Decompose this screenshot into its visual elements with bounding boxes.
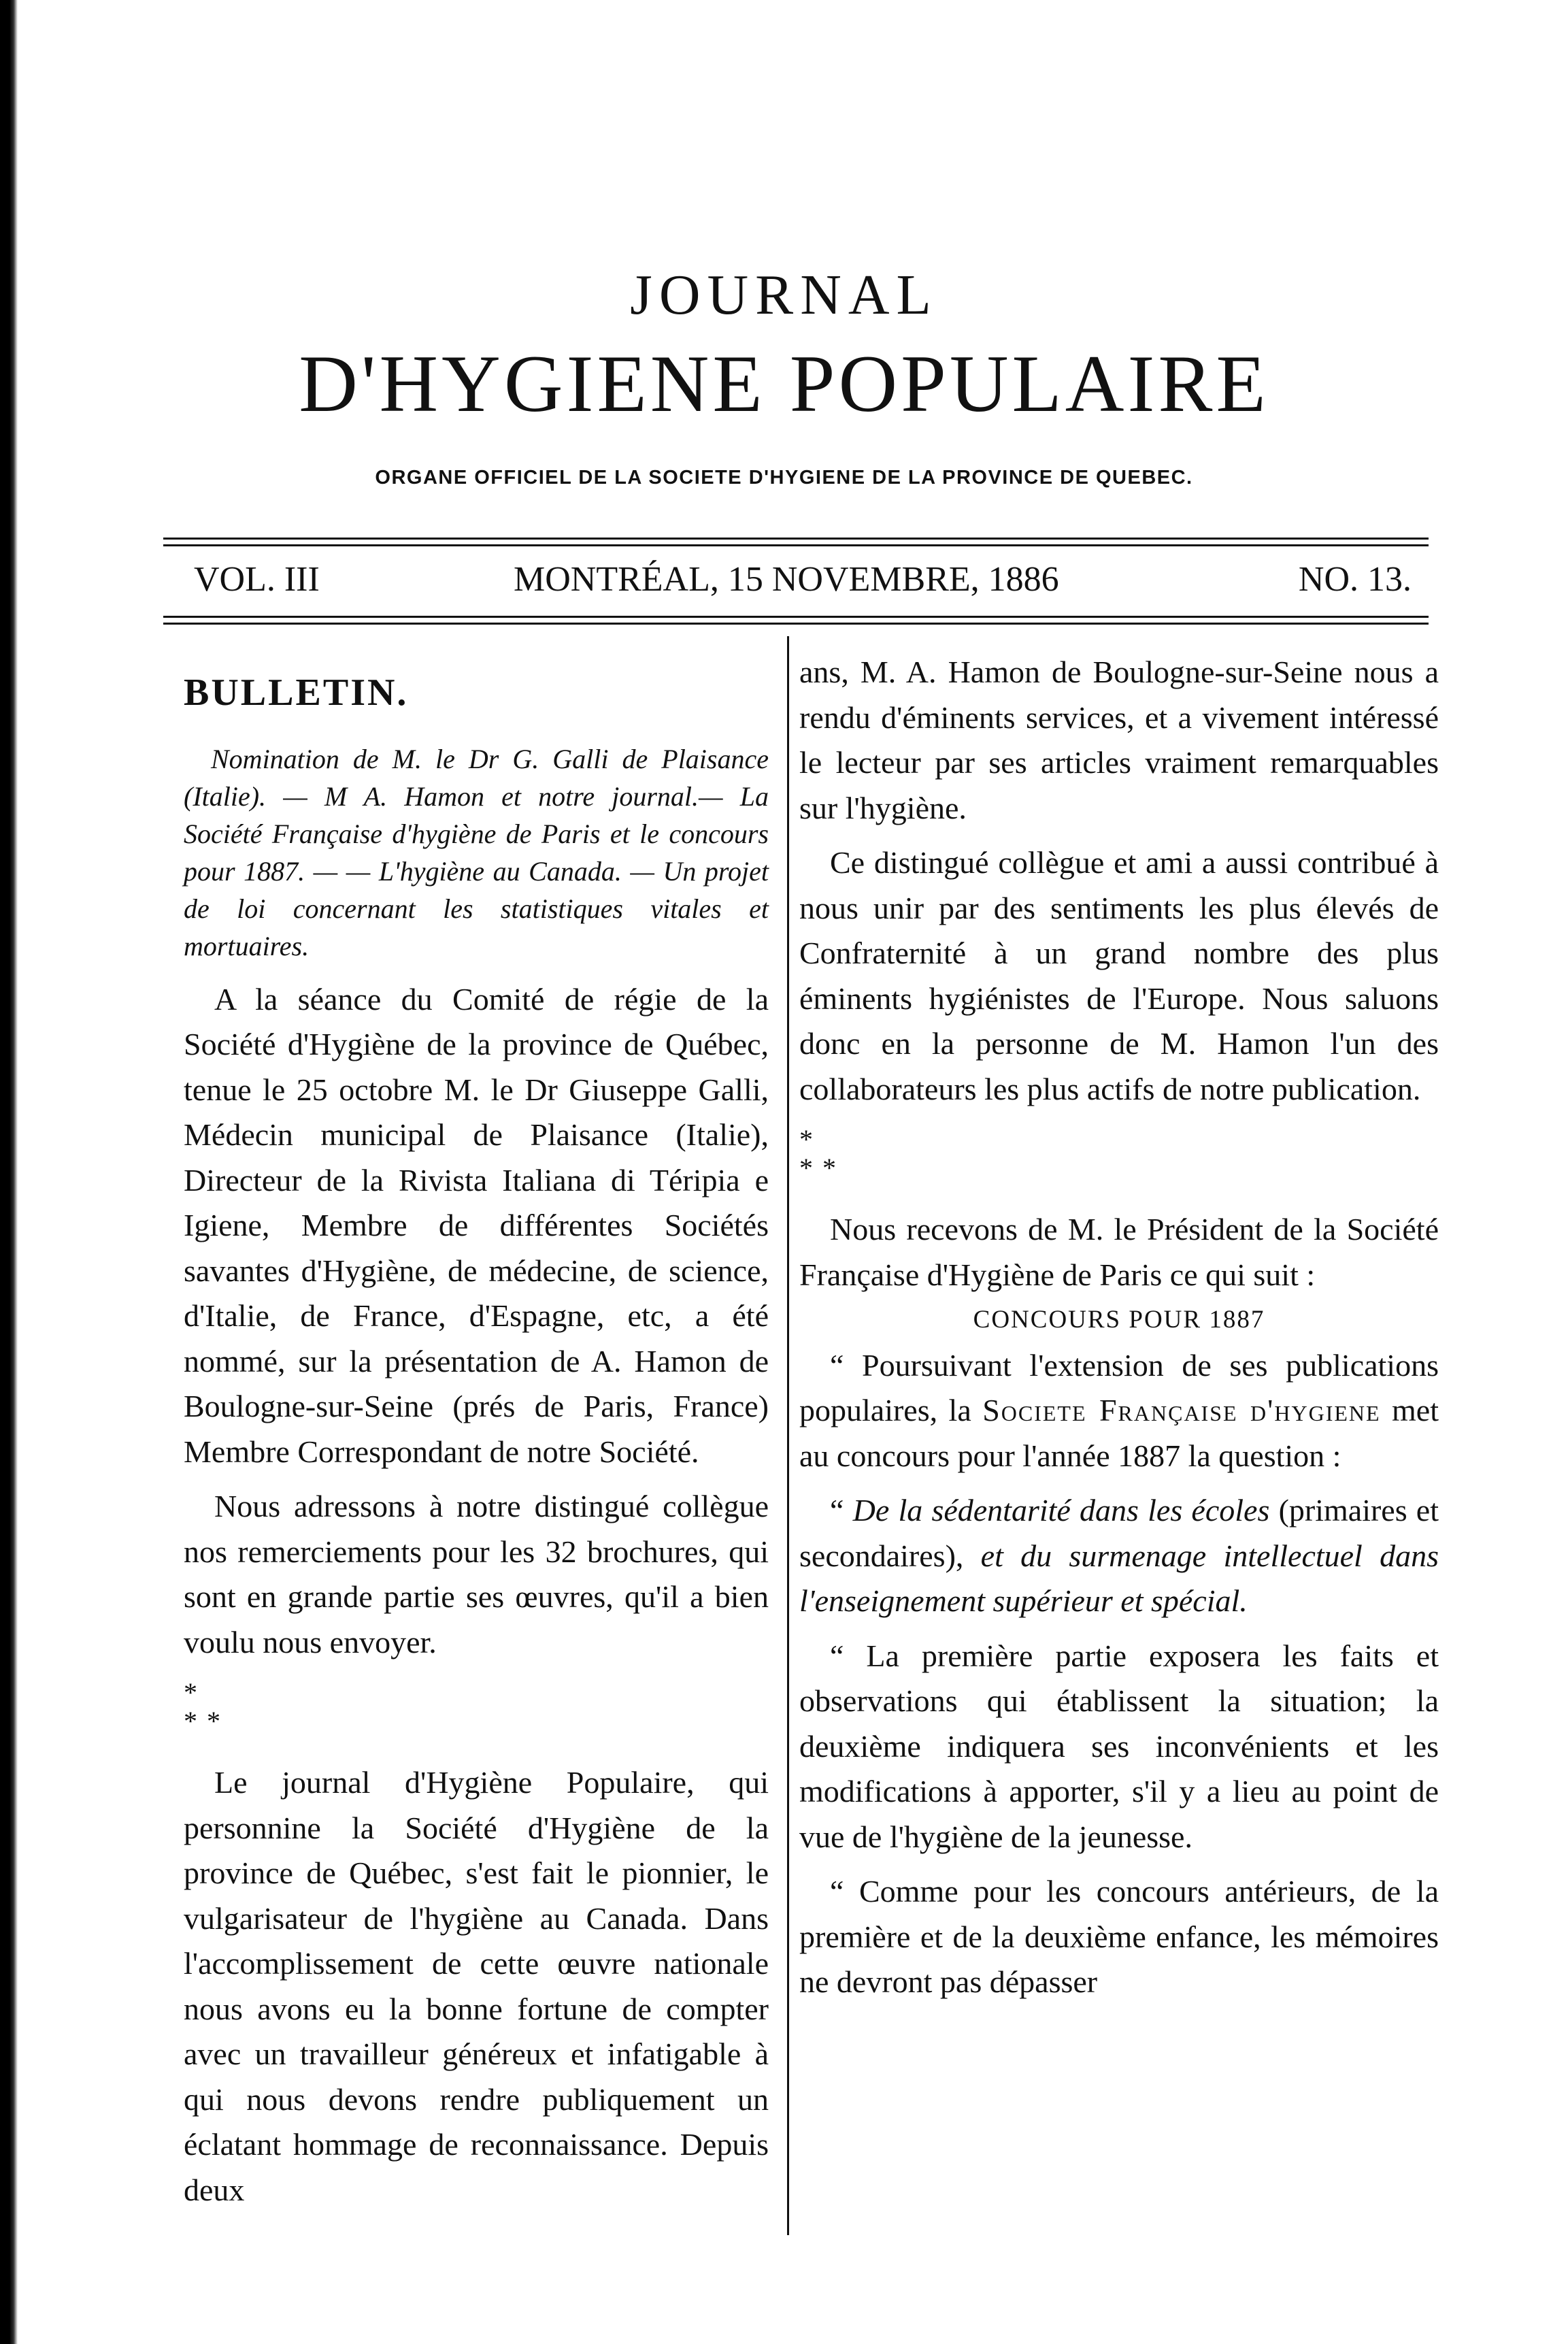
rule-bottom-2: [163, 623, 1429, 625]
bulletin-summary: Nomination de M. le Dr G. Galli de Plaisance (Italie). — M A. Hamon et notre journal.— La Société Française d'hygiène de Paris et le concours pour 1887. — — L'hygiène au Canada. — Un projet de loi concernant les statistiques vitales et mortuaires.: [184, 743, 769, 961]
paragraph-question: “ De la sédentarité dans les écoles (primaires et secondaires), et du surmenage intellectuel dans l'enseignement supérieur et spécial.: [799, 1493, 1439, 1618]
masthead-subtitle: ORGANE OFFICIEL DE LA SOCIETE D'HYGIENE DE LA PROVINCE DE QUEBEC.: [375, 467, 1193, 489]
masthead-journal: JOURNAL: [630, 263, 938, 327]
concours-heading: CONCOURS POUR 1887: [973, 1306, 1265, 1334]
masthead-title: D'HYGIENE POPULAIRE: [299, 338, 1269, 429]
issue-volume: VOL. III: [194, 560, 320, 599]
rule-top-2: [163, 544, 1429, 546]
asterism-2: * **: [799, 1124, 846, 1183]
column-left: [184, 650, 769, 2213]
asterism-1: * **: [184, 1677, 230, 1736]
column-divider: [787, 636, 789, 2235]
paragraph-parts: “ La première partie exposera les faits et observations qui établissent la situation; la deuxième indiquera ses inconvénients et les modifications à apporter, s'il y a lieu au point de vue de l'hygiène de la jeunesse.: [799, 1638, 1439, 1854]
rule-bottom-1: [163, 616, 1429, 618]
issue-line: [194, 559, 1412, 607]
rule-top-1: [163, 538, 1429, 540]
paragraph-journal: Le journal d'Hygiène Populaire, qui personnine la Société d'Hygiène de la province de Québec, s'est fait le pionnier, le vulgarisateur de l'hygiène au Canada. Dans l'accomplissement de cette œuvre nationale nous avons eu la bonne fortune de compter avec un travailleur généreux et infatigable à qui nous devons rendre publiquement un éclatant hommage de reconnaissance. Depuis deux: [184, 1765, 769, 2207]
paragraph-hamon-cont: ans, M. A. Hamon de Boulogne-sur-Seine nous a rendu d'éminents services, et a vivement intéressé le lecteur par ses articles vraiment remarquables sur l'hygiène.: [799, 655, 1439, 825]
issue-place-date: MONTRÉAL, 15 NOVEMBRE, 1886: [514, 560, 1059, 599]
issue-number: NO. 13.: [1298, 560, 1412, 599]
paragraph-colleague: Ce distingué collègue et ami a aussi contribué à nous unir par des sentiments les plus élevés de Confraternité à un grand nombre des plus éminents hygiénistes de l'Europe. Nous saluons donc en la personne de M. Hamon l'un des collaborateurs les plus actifs de notre publication.: [799, 845, 1439, 1106]
paragraph-president: Nous recevons de M. le Président de la Société Française d'Hygiène de Paris ce qui suit :: [799, 1212, 1439, 1292]
paragraph-thanks: Nous adressons à notre distingué collègue nos remerciements pour les 32 brochures, qui sont en grande partie ses œuvres, qu'il a bien voulu nous envoyer.: [184, 1489, 769, 1660]
column-right: [799, 650, 1439, 2005]
paragraph-galli: A la séance du Comité de régie de la Société d'Hygiène de la province de Québec, tenue le 25 octobre M. le Dr Giuseppe Galli, Médecin municipal de Plaisance (Italie), Directeur de la Rivista Italiana di Téripia e Igiene, Membre de différentes Sociétés savantes d'Hygiène, de médecine, de science, d'Italie, de France, d'Espagne, etc, a été nommé, sur la présentation de A. Hamon de Boulogne-sur-Seine (prés de Paris, France) Membre Correspondant de notre Société.: [184, 981, 769, 1469]
paragraph-memoires: “ Comme pour les concours antérieurs, de la première et de la deuxième enfance, les mémoires ne devront pas dépasser: [799, 1874, 1439, 1999]
bulletin-heading: BULLETIN.: [184, 672, 409, 714]
paragraph-concours: “ Poursuivant l'extension de ses publications populaires, la Societe Française d'hygiene met au concours pour l'année 1887 la question :: [799, 1347, 1439, 1473]
